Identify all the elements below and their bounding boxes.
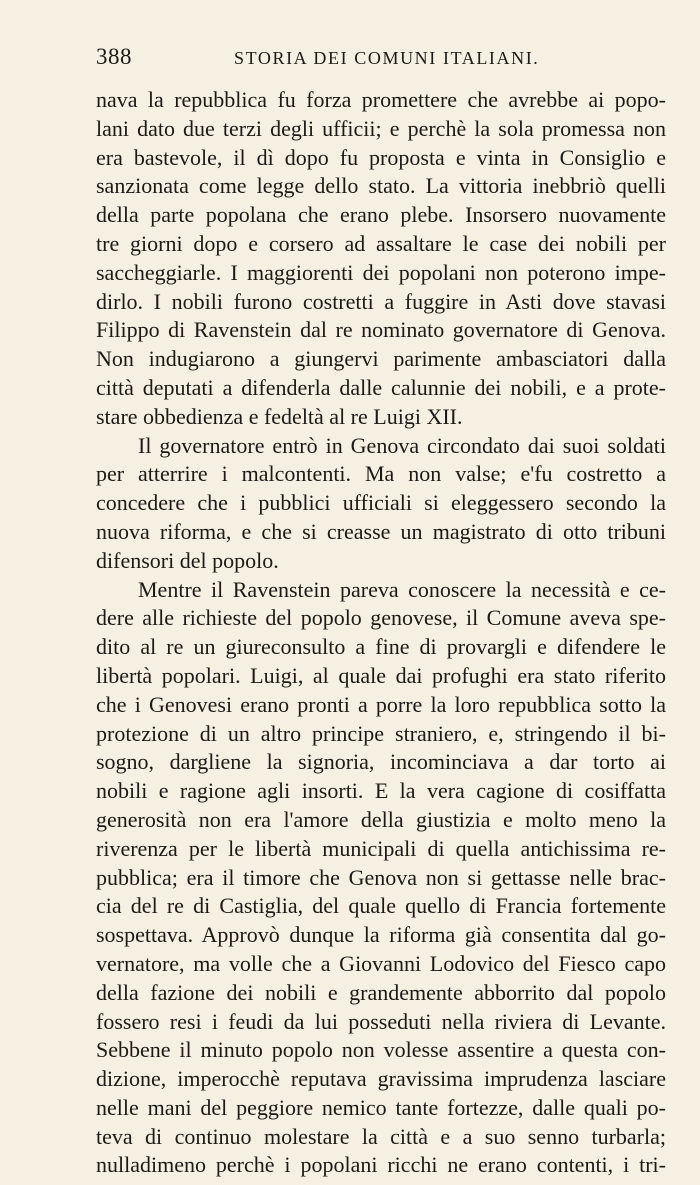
text-line: Sebbene il minuto popolo non volesse assentire a questa con- (96, 1037, 666, 1063)
text-line: dizione, imperocchè reputava gravissima imprudenza lasciare (96, 1066, 666, 1092)
text-line: fossero resi i feudi da lui posseduti nella riviera di Levante. (96, 1008, 666, 1034)
text-line: vernatore, ma volle che a Giovanni Lodovico del Fiesco capo (96, 950, 666, 976)
text-line: della fazione dei nobili e grandemente abborrito dal popolo (96, 979, 666, 1005)
text-line: generosità non era l'amore della giustizia e molto meno la (96, 806, 666, 832)
body-text (96, 86, 666, 1180)
text-line: stare obbedienza e fedeltà al re Luigi XII. (96, 403, 463, 429)
text-line: per atterrire i malcontenti. Ma non valse; e'fu costretto a (96, 461, 666, 487)
text-line: lani dato due terzi degli ufficii; e perchè la sola promessa non (96, 115, 666, 141)
text-line: tre giorni dopo e corsero ad assaltare le case dei nobili per (96, 230, 666, 256)
text-line: era bastevole, il dì dopo fu proposta e vinta in Consiglio e (96, 144, 666, 170)
text-line: dere alle richieste del popolo genovese, il Comune aveva spe- (96, 605, 666, 631)
text-line: nava la repubblica fu forza promettere che avrebbe ai popo- (96, 87, 666, 112)
text-line: cia del re di Castiglia, del quale quello di Francia fortemente (96, 893, 666, 919)
text-line: Il governatore entrò in Genova circondato dai suoi soldati (138, 432, 666, 458)
text-line: sospettava. Approvò dunque la riforma già consentita dal go- (96, 922, 666, 948)
text-line: nulladimeno perchè i popolani ricchi ne erano contenti, i tri- (96, 1152, 666, 1178)
text-line: sanzionata come legge dello stato. La vittoria inebbriò quelli (96, 173, 666, 199)
page-number: 388 (96, 44, 132, 69)
text-line: saccheggiarle. I maggiorenti dei popolani non poterono impe- (96, 259, 666, 285)
text-line: che i Genovesi erano pronti a porre la loro repubblica sotto la (96, 691, 666, 717)
text-line: nobili e ragione agli insorti. E la vera cagione di cosiffatta (96, 778, 666, 804)
text-line: pubblica; era il timore che Genova non si gettasse nelle brac- (96, 864, 666, 890)
text-line: nelle mani del peggiore nemico tante fortezze, dalle quali po- (96, 1094, 666, 1120)
text-line: dito al re un giureconsulto a fine di provargli e difendere le (96, 634, 666, 660)
text-line: riverenza per le libertà municipali di quella antichissima re- (96, 835, 666, 861)
paragraph (96, 576, 666, 1181)
text-line: concedere che i pubblici ufficiali si eleggessero secondo la (96, 490, 666, 516)
text-line: difensori del popolo. (96, 547, 279, 573)
text-line: Mentre il Ravenstein pareva conoscere la necessità e ce- (138, 576, 666, 602)
paragraph (96, 432, 666, 576)
text-line: Filippo di Ravenstein dal re nominato governatore di Genova. (96, 317, 666, 343)
text-line: libertà popolari. Luigi, al quale dai profughi era stato riferito (96, 662, 666, 688)
paragraph (96, 86, 666, 432)
text-line: città deputati a difenderla dalle calunnie dei nobili, e a prote- (96, 374, 666, 400)
page-header (96, 44, 666, 76)
text-line: teva di continuo molestare la città e a suo senno turbarla; (96, 1123, 666, 1149)
running-title: STORIA DEI COMUNI ITALIANI. (234, 48, 540, 68)
text-line: Non indugiarono a giungervi parimente ambasciatori dalla (96, 346, 666, 372)
text-line: nuova riforma, e che si creasse un magistrato di otto tribuni (96, 518, 666, 544)
text-line: dirlo. I nobili furono costretti a fuggire in Asti dove stavasi (96, 288, 666, 314)
text-line: della parte popolana che erano plebe. Insorsero nuovamente (96, 202, 666, 228)
text-line: sogno, dargliene la signoria, incominciava a dar torto ai (96, 749, 666, 775)
text-line: protezione di un altro principe straniero, e, stringendo il bi- (96, 720, 666, 746)
